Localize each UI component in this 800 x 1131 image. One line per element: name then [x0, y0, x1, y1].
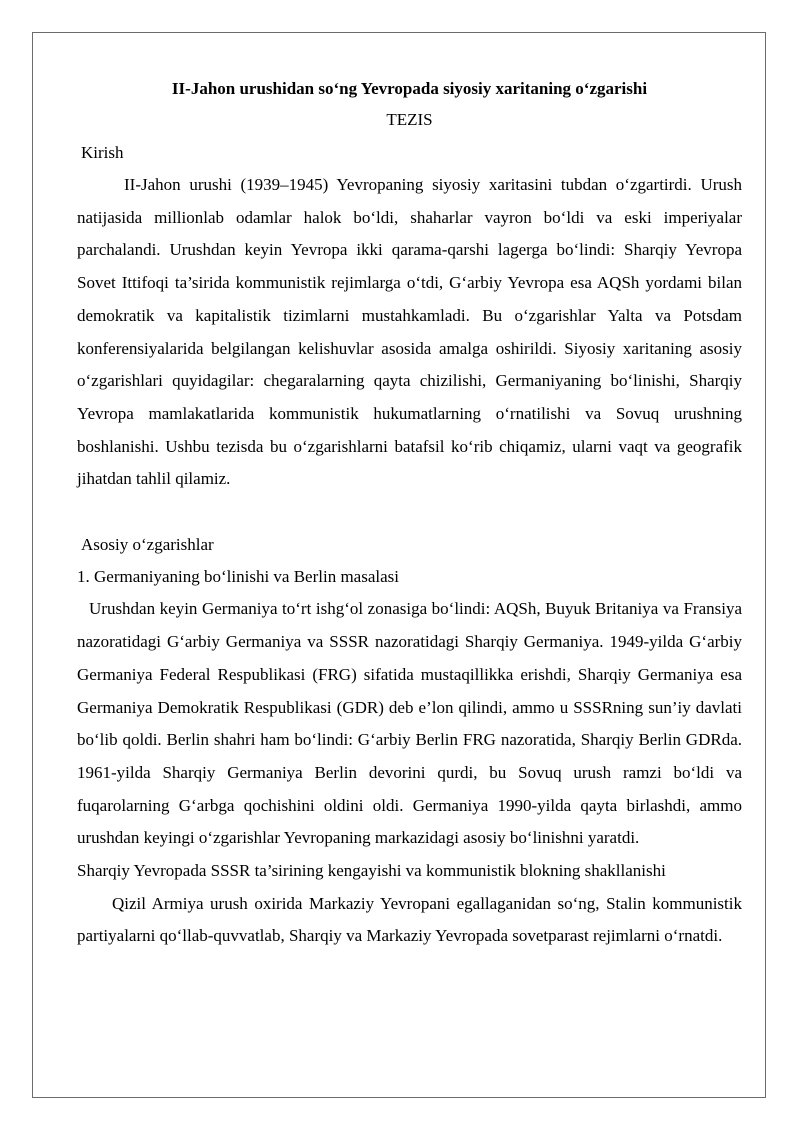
section2-paragraph: Qizil Armiya urush oxirida Markaziy Yevropani egallaganidan so‘ng, Stalin kommunistik partiyalarni qo‘llab-quvvatlab, Sharqiy va Markaziy Yevropada sovetparast rejimlarni o‘rnatdi.: [77, 893, 742, 946]
document-title: II-Jahon urushidan so‘ng Yevropada siyosiy xaritaning o‘zgarishi: [171, 79, 648, 98]
section1-heading: 1. Germaniyaning bo‘linishi va Berlin masalasi: [77, 566, 399, 586]
section2-heading: Sharqiy Yevropada SSSR ta’sirining kengayishi va kommunistik blokning shakllanishi: [77, 861, 666, 881]
intro-heading: Kirish: [81, 143, 124, 162]
document-subtitle: TEZIS: [386, 110, 433, 129]
document-body: [77, 75, 742, 953]
intro-paragraph: II-Jahon urushi (1939–1945) Yevropaning siyosiy xaritasini tubdan o‘zgartirdi. Urush natijasida millionlab odamlar halok bo‘ldi, shaharlar vayron bo‘ldi va eski imperiyalar parchalandi. Urushdan keyin Yevropa ikki qarama-qarshi lagerga bo‘lindi: Sharqiy Yevropa Sovet Ittifoqi ta’sirida kommunistik rejimlarga o‘tdi, G‘arbiy Yevropa esa AQSh yordami bilan demokratik va kapitalistik tizimlarni mustahkamladi. Bu o‘zgarishlar Yalta va Potsdam konferensiyalarida belgilangan kelishuvlar asosida amalga oshirildi. Siyosiy xaritaning asosiy o‘zgarishlari quyidagilar: chegaralarning qayta chizilishi, Germaniyaning bo‘linishi, Sharqiy Yevropa mamlakatlarida kommunistik hukumatlarning o‘rnatilishi va Sovuq urushning boshlanishi. Ushbu tezisda bu o‘zgarishlarni batafsil ko‘rib chiqamiz, ularni vaqt va geografik jihatdan tahlil qilamiz.: [77, 175, 742, 489]
section1-paragraph: Urushdan keyin Germaniya to‘rt ishg‘ol zonasiga bo‘lindi: AQSh, Buyuk Britaniya va Fransiya nazoratidagi G‘arbiy Germaniya va SSSR nazoratidagi Sharqiy Germaniya. 1949-yilda G‘arbiy Germaniya Federal Respublikasi (FRG) sifatida mustaqillikka erishdi, Sharqiy Germaniya esa Germaniya Demokratik Respublikasi (GDR) deb e’lon qilindi, ammo u SSSRning sun’iy davlati bo‘lib qoldi. Berlin shahri ham bo‘lindi: G‘arbiy Berlin FRG nazoratida, Sharqiy Berlin GDRda. 1961-yilda Sharqiy Germaniya Berlin devorini qurdi, bu Sovuq urush ramzi bo‘ldi va fuqarolarning G‘arbga qochishini oldini oldi. Germaniya 1990-yilda qayta birlashdi, ammo urushdan keyingi o‘zgarishlar Yevropaning markazidagi asosiy bo‘linishni yaratdi.: [77, 599, 742, 848]
main-heading: Asosiy o‘zgarishlar: [81, 534, 214, 554]
blank-line: [77, 496, 742, 529]
